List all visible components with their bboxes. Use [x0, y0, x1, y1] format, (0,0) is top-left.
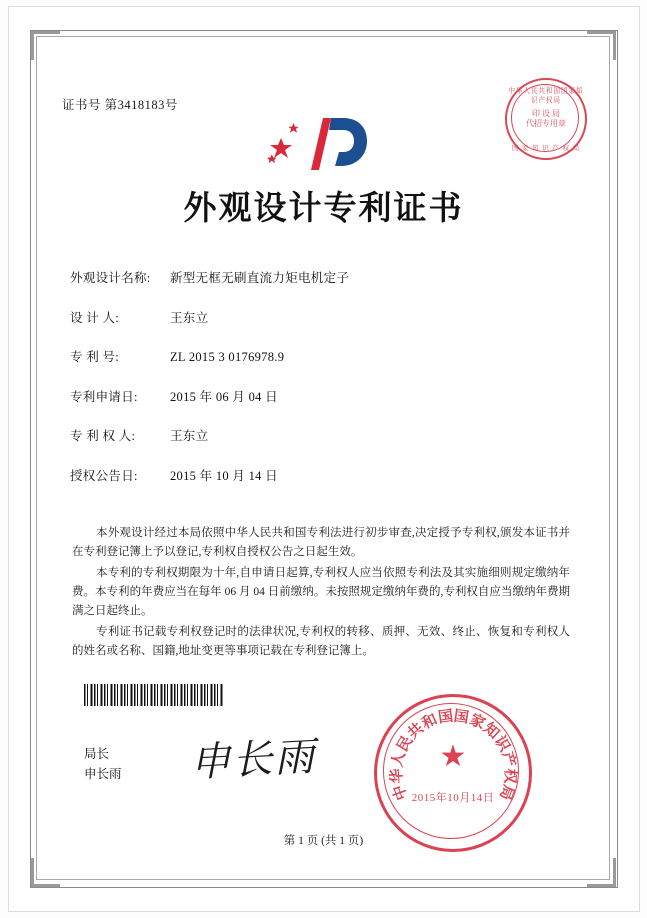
- frame-corner-top-right: [587, 31, 616, 60]
- field-label-design-name: 外观设计名称:: [70, 271, 151, 285]
- fields-list: [70, 268, 570, 505]
- barcode: [84, 684, 224, 706]
- certificate-number-value: 第3418183号: [104, 98, 178, 112]
- star-icon: ★: [439, 740, 467, 773]
- seal-char: 国: [436, 708, 454, 727]
- office-seal-center-line2: 代招专用章: [526, 119, 566, 128]
- legal-paragraph-3: 专利证书记载专利权登记时的法律状况,专利权的转移、质押、无效、终止、恢复和专利权人的姓名或名称、国籍,地址变更等事项记载在专利登记簿上。: [72, 626, 570, 657]
- seal-char: 识: [490, 733, 512, 755]
- legal-paragraph-2: 本专利的专利权期限为十年,自申请日起算,专利权人应当依照专利法及其实施细则规定缴纳年费。本专利的年费应当在每年 06 月 04 日前缴纳。未按照规定缴纳年费的,专利权自应当缴纳年费期满之日起终止。: [72, 567, 570, 617]
- page-footer: 第 1 页 (共 1 页): [283, 835, 364, 847]
- office-seal-center-text: [507, 109, 585, 129]
- office-seal-center-line1: 印 设 局: [532, 109, 560, 118]
- office-seal-bottom-text: 国 家 知 识 产 权 局: [511, 145, 581, 152]
- field-row-patent-number: [70, 347, 570, 365]
- national-seal-stamp: [374, 694, 532, 852]
- seal-char: 局: [495, 782, 516, 802]
- field-label-application-date: 专利申请日:: [70, 389, 138, 404]
- certificate-number: [62, 95, 178, 113]
- patent-office-logo: [259, 108, 389, 180]
- field-row-grant-date: [70, 466, 570, 484]
- field-label-grant-date: 授权公告日:: [70, 468, 138, 483]
- frame-corner-top-left: [31, 31, 60, 60]
- field-row-application-date: [70, 387, 570, 405]
- field-value-application-date: 2015 年 06 月 04 日: [170, 389, 278, 404]
- handwritten-signature: 申长雨: [189, 733, 318, 787]
- seal-char: 知: [479, 720, 502, 743]
- seal-char: 和: [419, 711, 440, 733]
- field-value-patentee: 王东立: [170, 429, 209, 443]
- field-label-patentee: 专 利 权 人:: [70, 429, 136, 443]
- frame-corner-bottom-right: [587, 858, 616, 887]
- seal-char: 民: [394, 733, 416, 755]
- certificate-number-label: 证书号: [62, 98, 102, 112]
- office-seal-stamp: [505, 78, 587, 160]
- seal-char: 中: [390, 782, 411, 802]
- national-seal-date: 2015年10月14日: [411, 792, 495, 804]
- field-value-grant-date: 2015 年 10 月 14 日: [170, 468, 278, 483]
- field-value-designer: 王东立: [170, 310, 209, 325]
- field-row-patentee: [70, 426, 570, 444]
- field-value-design-name: 新型无框无刷直流力矩电机定子: [170, 271, 350, 285]
- office-seal-top-text: 中华人民共和国国家知识产权局: [508, 87, 584, 105]
- signature-block: [84, 744, 122, 784]
- seal-char: 权: [500, 768, 518, 784]
- seal-char: 华: [388, 768, 406, 784]
- seal-char: 国: [452, 708, 470, 727]
- legal-paragraph-1: 本外观设计经过本局依照中华人民共和国专利法进行初步审查,决定授予专利权,颁发本证书并在专利登记簿上予以登记,专利权自授权公告之日起生效。: [72, 527, 570, 558]
- seal-char: 家: [466, 711, 487, 733]
- legal-text-block: [72, 524, 570, 663]
- signature-name: 申长雨: [84, 767, 122, 781]
- frame-corner-bottom-left: [31, 858, 60, 887]
- seal-char: 共: [404, 720, 427, 743]
- field-row-designer: [70, 308, 570, 326]
- page-title: 外观设计专利证书: [183, 188, 464, 227]
- field-label-patent-number: 专 利 号:: [70, 350, 120, 364]
- signature-title-label: 局长: [84, 747, 110, 761]
- seal-char: 人: [389, 750, 409, 769]
- field-label-designer: 设 计 人:: [70, 310, 120, 325]
- field-row-design-name: [70, 268, 570, 286]
- field-value-patent-number: ZL 2015 3 0176978.9: [170, 350, 285, 364]
- seal-char: 产: [497, 750, 517, 769]
